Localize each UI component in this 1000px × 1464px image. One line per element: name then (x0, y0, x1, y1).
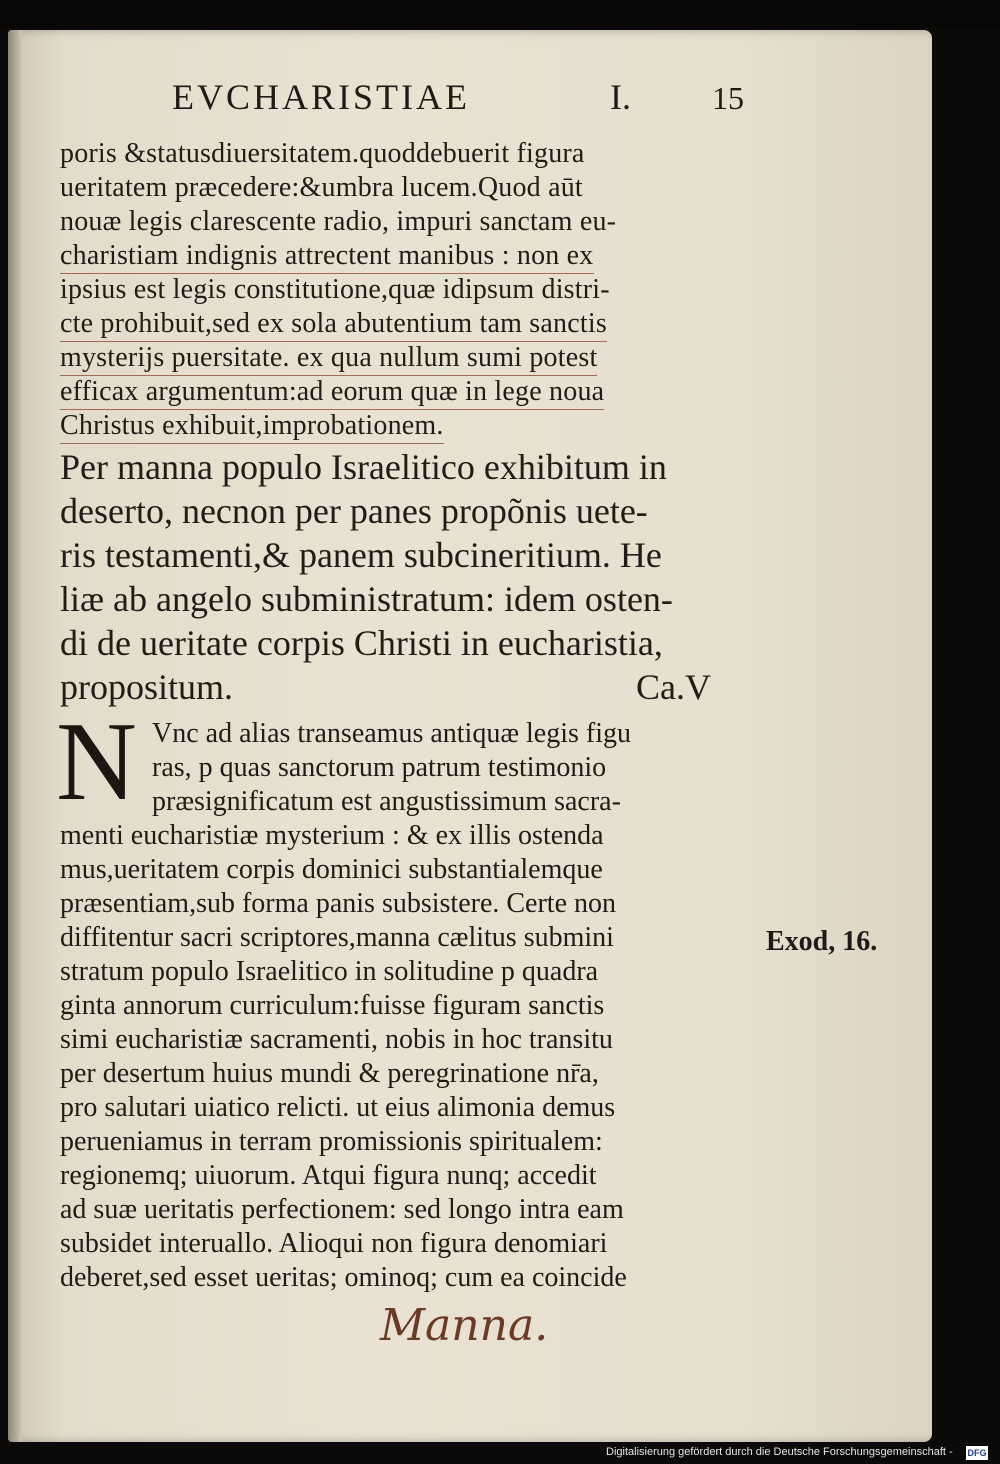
text-line-underlined: efficax argumentum:ad eorum quæ in lege noua (60, 376, 604, 410)
text-line: mus,ueritatem corpis dominici substantialemque (60, 854, 603, 885)
heading-line: propositum. (60, 667, 234, 707)
text-line: præsentiam,sub forma panis subsistere. Certe non (60, 888, 617, 919)
running-head-title: EVCHARISTIAE (172, 77, 470, 117)
text-line: regionemq; uiuorum. Atqui figura nunq; accedit (60, 1160, 597, 1191)
running-head-section: I. (610, 77, 631, 117)
text-line: perueniamus in terram promissionis spiritualem: (60, 1126, 603, 1157)
marginal-reference: Exod, 16. (766, 926, 878, 957)
running-head (172, 76, 762, 116)
text-line: ipsius est legis constitutione,quæ idipsum distri- (60, 274, 610, 305)
heading-line: Per manna populo Israelitico exhibitum in (60, 447, 667, 487)
text-line: præsignificatum est angustissimum sacra- (152, 786, 621, 817)
heading-line: liæ ab angelo subministratum: idem osten- (60, 579, 673, 619)
handwritten-annotation: Manna. (380, 1300, 549, 1351)
text-line: poris &statusdiuersitatem.quoddebuerit figura (60, 138, 585, 169)
digitization-credit: Digitalisierung gefördert durch die Deutsche Forschungsgemeinschaft - (606, 1446, 953, 1458)
drop-cap-initial: N (56, 700, 137, 824)
page-gutter-edge (8, 30, 22, 1442)
text-line: nouæ legis clarescente radio, impuri sanctam eu- (60, 206, 617, 237)
text-line: ueritatem præcedere:&umbra lucem.Quod aūt (60, 172, 583, 203)
heading-line: di de ueritate corpis Christi in eucharistia, (60, 623, 663, 663)
chapter-label: Ca.V (636, 667, 711, 707)
text-line: ad suæ ueritatis perfectionem: sed longo intra eam (60, 1194, 624, 1225)
text-line: stratum populo Israelitico in solitudine p quadra (60, 956, 599, 987)
text-line-underlined: charistiam indignis attrectent manibus : non ex (60, 240, 594, 274)
text-line: menti eucharistiæ mysterium : & ex illis ostenda (60, 820, 604, 851)
text-line: ginta annorum curriculum:fuisse figuram sanctis (60, 990, 605, 1021)
text-line-underlined: cte prohibuit,sed ex sola abutentium tam sanctis (60, 308, 607, 342)
dfg-logo-icon: DFG (967, 1448, 987, 1458)
text-line: pro salutari uiatico relicti. ut eius alimonia demus (60, 1092, 616, 1123)
heading-line: ris testamenti,& panem subcineritium. He (60, 535, 662, 575)
text-line: ras, p quas sanctorum patrum testimonio (152, 752, 607, 783)
text-line: simi eucharistiæ sacramenti, nobis in hoc transitu (60, 1024, 613, 1055)
page-number: 15 (712, 80, 744, 116)
text-line: deberet,sed esset ueritas; ominoq; cum ea coincide (60, 1262, 627, 1293)
text-line: diffitentur sacri scriptores,manna cælitus submini (60, 922, 614, 953)
text-line-underlined: Christus exhibuit,improbationem. (60, 410, 444, 444)
scan-background-top (0, 0, 1000, 28)
text-line: subsidet interuallo. Alioqui non figura denomiari (60, 1228, 608, 1259)
heading-line: deserto, necnon per panes propõnis uete- (60, 491, 648, 531)
text-line: Vnc ad alias transeamus antiquæ legis figu (152, 718, 631, 749)
text-line: per desertum huius mundi & peregrinatione nr̄a, (60, 1058, 599, 1089)
text-line-underlined: mysterijs puersitate. ex qua nullum sumi potest (60, 342, 597, 376)
